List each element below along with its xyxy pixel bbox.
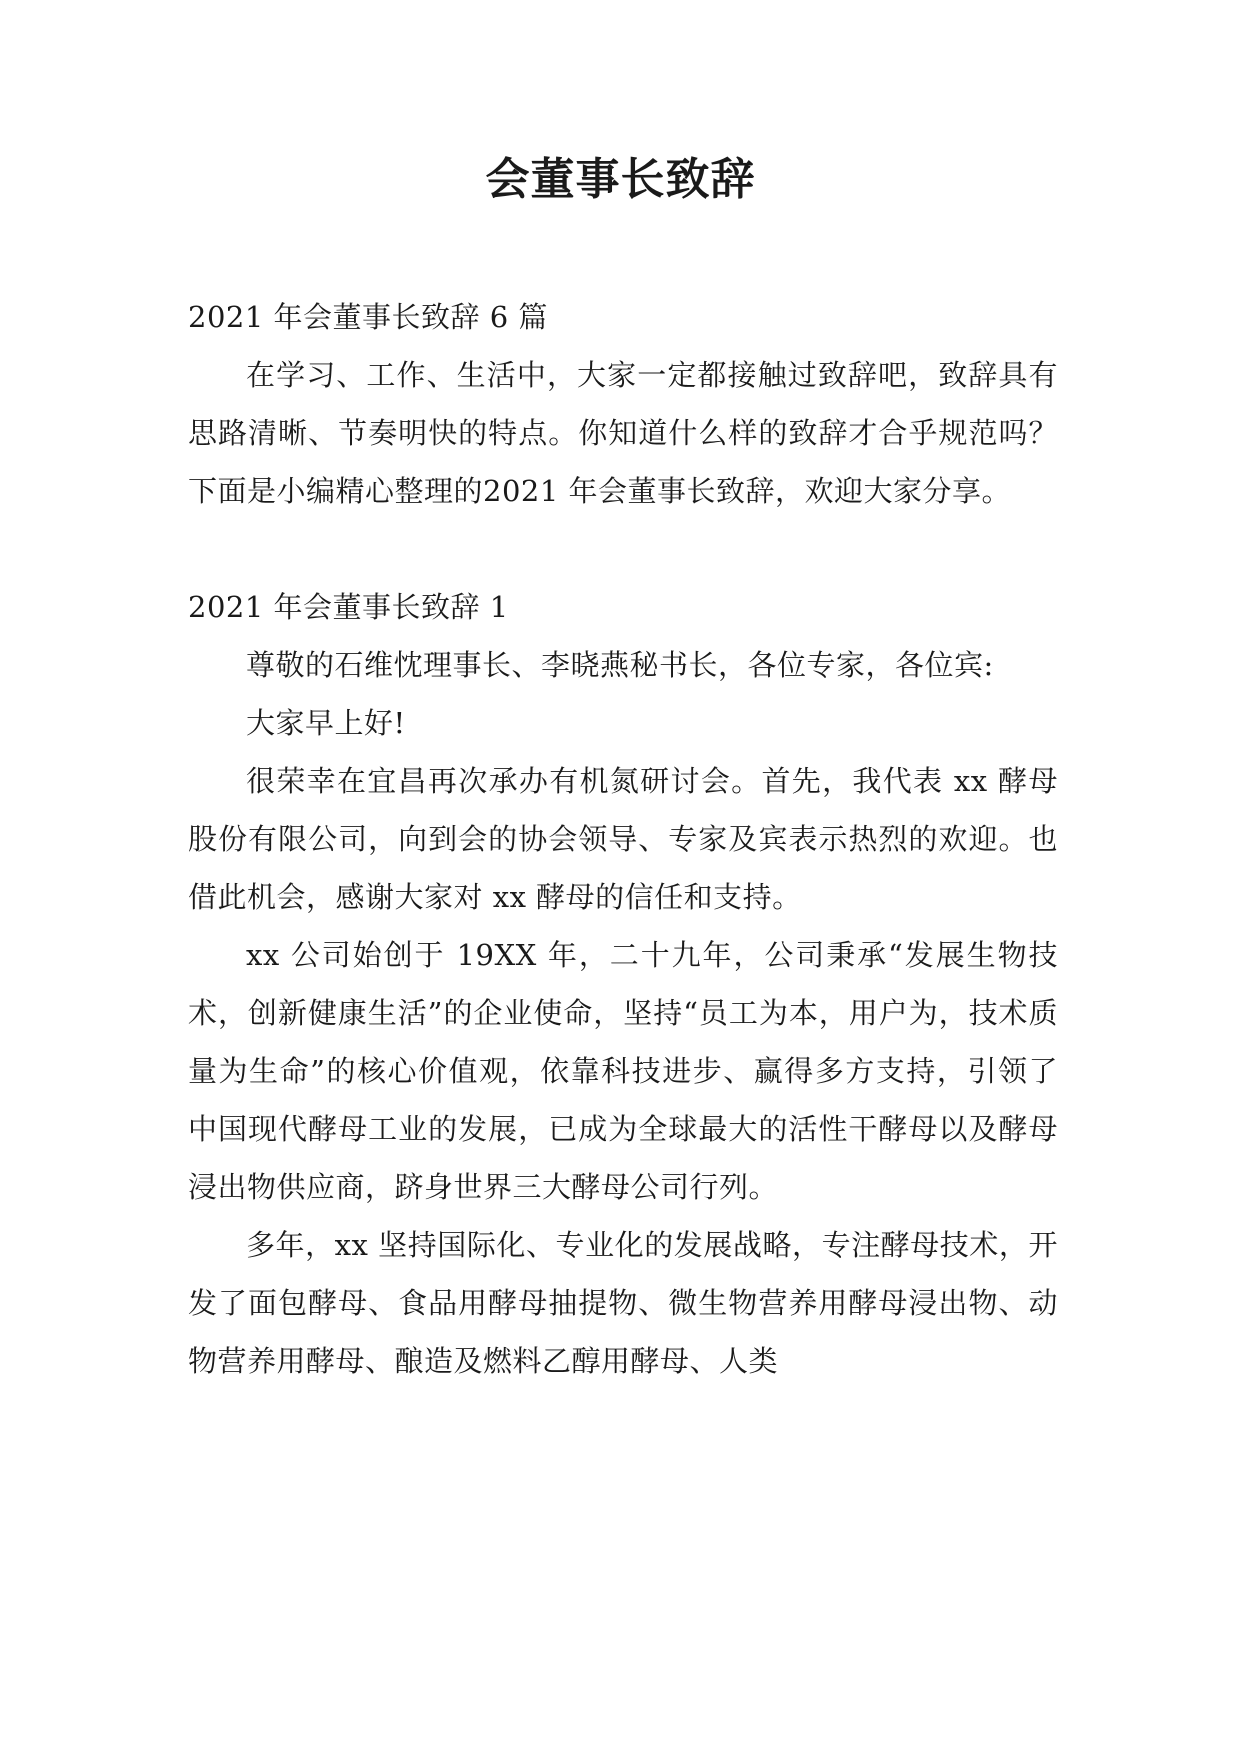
intro-paragraph: 在学习、工作、生活中，大家一定都接触过致辞吧，致辞具有思路清晰、节奏明快的特点。你知道什么样的致辞才合乎规范吗？下面是小编精心整理的2021 年会董事长致辞，欢迎大家分享。 bbox=[188, 358, 1058, 508]
paragraph-welcome: 很荣幸在宜昌再次承办有机氮研讨会。首先，我代表 xx 酵母股份有限公司，向到会的协会领导、专家及宾表示热烈的欢迎。也借此机会，感谢大家对 xx 酵母的信任和支持。 bbox=[188, 764, 1058, 914]
intro-heading: 2021 年会董事长致辞 6 篇 bbox=[188, 300, 548, 334]
document-body bbox=[188, 288, 1058, 1390]
paragraph-company-history: xx 公司始创于 19XX 年，二十九年，公司秉承“发展生物技术，创新健康生活”的企业使命，坚持“员工为本，用户为，技术质量为生命”的核心价值观，依靠科技进步、赢得多方支持，引领了中国现代酵母工业的发展，已成为全球最大的活性干酵母以及酵母浸出物供应商，跻身世界三大酵母公司行列。 bbox=[188, 938, 1058, 1204]
section-spacer bbox=[188, 520, 1058, 578]
page-title: 会董事长致辞 bbox=[485, 154, 756, 205]
paragraph-strategy: 多年，xx 坚持国际化、专业化的发展战略，专注酵母技术，开发了面包酵母、食品用酵母抽提物、微生物营养用酵母浸出物、动物营养用酵母、酿造及燃料乙醇用酵母、人类 bbox=[188, 1228, 1058, 1378]
section-heading: 2021 年会董事长致辞 1 bbox=[188, 590, 509, 624]
paragraph-greeting: 大家早上好! bbox=[246, 706, 406, 740]
paragraph-salutation: 尊敬的石维忱理事长、李晓燕秘书长，各位专家，各位宾: bbox=[246, 648, 994, 682]
